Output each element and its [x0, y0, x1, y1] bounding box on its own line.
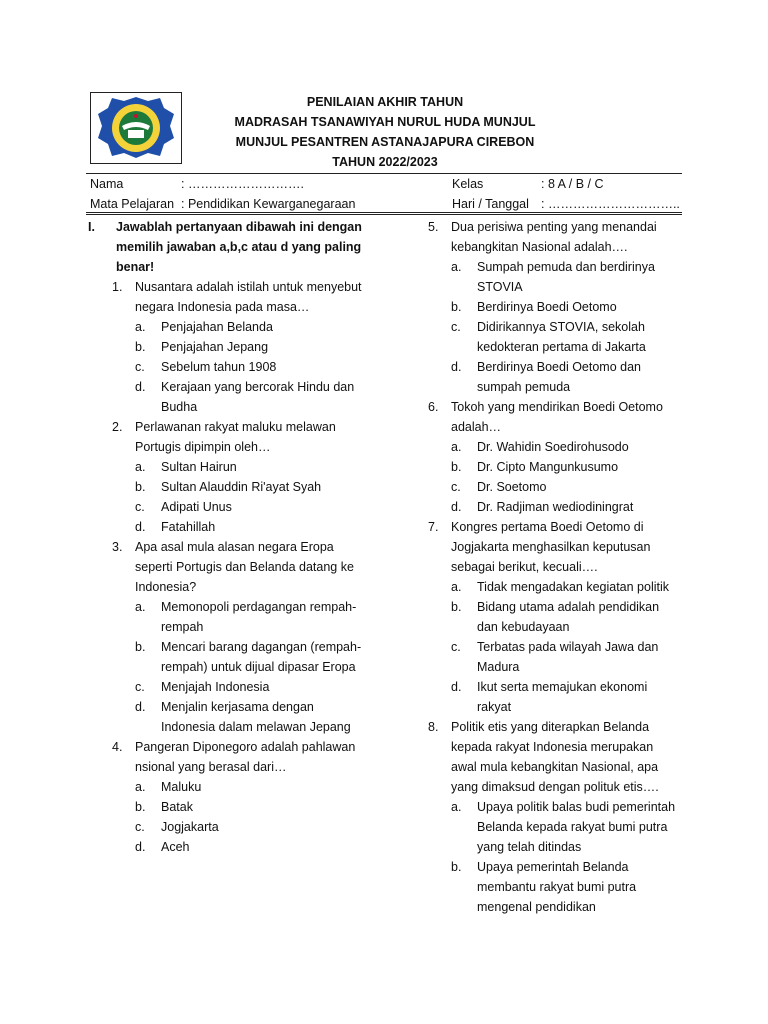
- question-number: 4.: [112, 740, 123, 754]
- option-letter: c.: [135, 680, 145, 694]
- option-text: Sultan Hairun: [161, 460, 237, 474]
- mapel-value: : Pendidikan Kewarganegaraan: [181, 197, 356, 211]
- option-letter: c.: [451, 640, 461, 654]
- option-letter: c.: [135, 820, 145, 834]
- right-column: [420, 217, 680, 917]
- option-text: Dr. Cipto Mangunkusumo: [477, 460, 619, 474]
- hari-value: : …………………………..: [541, 197, 680, 211]
- question-text: Apa asal mula alasan negara Eropa seperti Portugis dan Belanda datang ke Indonesia?: [135, 540, 354, 594]
- option: [420, 297, 680, 317]
- header-line: PENILAIAN AKHIR TAHUN: [306, 95, 464, 109]
- option: [420, 597, 680, 637]
- option-letter: b.: [135, 340, 146, 354]
- question-number: 7.: [428, 520, 439, 534]
- option-text: Berdirinya Boedi Oetomo dan sumpah pemuda: [477, 360, 641, 394]
- option: [88, 797, 368, 817]
- option: [88, 677, 368, 697]
- option-letter: d.: [451, 680, 462, 694]
- option-text: Fatahillah: [161, 520, 216, 534]
- option-letter: d.: [135, 700, 146, 714]
- option-letter: b.: [451, 460, 462, 474]
- kelas-value: : 8 A / B / C: [541, 177, 604, 191]
- question-3: [88, 537, 368, 597]
- option-letter: b.: [451, 300, 462, 314]
- question-number: 8.: [428, 720, 439, 734]
- option-letter: d.: [135, 380, 146, 394]
- option-text: Jogjakarta: [161, 820, 219, 834]
- option-text: Tidak mengadakan kegiatan politik: [477, 580, 670, 594]
- question-text: Perlawanan rakyat maluku melawan Portugis dipimpin oleh…: [135, 420, 336, 454]
- option-text: Upaya pemerintah Belanda membantu rakyat bumi putra mengenal pendidikan: [477, 860, 637, 914]
- option: [420, 317, 680, 357]
- option-letter: a.: [135, 780, 146, 794]
- option: [420, 797, 680, 857]
- option-text: Penjajahan Jepang: [161, 340, 269, 354]
- option: [88, 637, 368, 677]
- option-text: Mencari barang dagangan (rempah-rempah) untuk dijual dipasar Eropa: [161, 640, 362, 674]
- school-logo-icon: [90, 92, 182, 164]
- option-letter: a.: [451, 580, 462, 594]
- option: [88, 337, 368, 357]
- question-text: Nusantara adalah istilah untuk menyebut negara Indonesia pada masa…: [135, 280, 362, 314]
- info-divider: [86, 212, 682, 215]
- option-letter: d.: [135, 840, 146, 854]
- option: [420, 497, 680, 517]
- hari-label: Hari / Tanggal: [452, 197, 529, 211]
- option-text: Menjajah Indonesia: [161, 680, 270, 694]
- option-letter: c.: [135, 360, 145, 374]
- kelas-label: Kelas: [452, 177, 484, 191]
- question-number: 2.: [112, 420, 123, 434]
- option-text: Berdirinya Boedi Oetomo: [477, 300, 617, 314]
- option: [88, 497, 368, 517]
- option-text: Maluku: [161, 780, 202, 794]
- option-letter: b.: [451, 860, 462, 874]
- section-number: I.: [88, 220, 95, 234]
- question-text: Tokoh yang mendirikan Boedi Oetomo adalah…: [451, 400, 663, 434]
- option: [88, 777, 368, 797]
- option-letter: a.: [451, 800, 462, 814]
- section-text: Jawablah pertanyaan dibawah ini dengan memilih jawaban a,b,c atau d yang paling benar!: [116, 220, 362, 274]
- option: [88, 317, 368, 337]
- option-letter: a.: [135, 460, 146, 474]
- question-number: 6.: [428, 400, 439, 414]
- left-column: [88, 217, 368, 857]
- nama-label: Nama: [90, 177, 124, 191]
- option-letter: b.: [135, 800, 146, 814]
- question-text: Dua perisiwa penting yang menandai kebangkitan Nasional adalah….: [451, 220, 657, 254]
- option-text: Adipati Unus: [161, 500, 232, 514]
- option: [420, 357, 680, 397]
- nama-value: : ……………………….: [181, 177, 304, 191]
- exam-header: [200, 92, 570, 172]
- option-letter: c.: [135, 500, 145, 514]
- header-line: MADRASAH TSANAWIYAH NURUL HUDA MUNJUL: [234, 115, 536, 129]
- option-letter: a.: [135, 320, 146, 334]
- mapel-label: Mata Pelajaran: [90, 197, 175, 211]
- option-text: Bidang utama adalah pendidikan dan kebudayaan: [477, 600, 660, 634]
- option-letter: a.: [451, 260, 462, 274]
- option-text: Terbatas pada wilayah Jawa dan Madura: [477, 640, 659, 674]
- option-letter: c.: [451, 480, 461, 494]
- option: [420, 257, 680, 297]
- question-text: Kongres pertama Boedi Oetomo di Jogjakarta menghasilkan keputusan sebagai berikut, kecuali….: [451, 520, 651, 574]
- option: [88, 597, 368, 637]
- option-letter: b.: [135, 640, 146, 654]
- option-text: Dr. Soetomo: [477, 480, 547, 494]
- option: [88, 837, 368, 857]
- option-letter: a.: [451, 440, 462, 454]
- header-line: MUNJUL PESANTREN ASTANAJAPURA CIREBON: [235, 135, 535, 149]
- option: [420, 437, 680, 457]
- option-text: Upaya politik balas budi pemerintah Belanda kepada rakyat bumi putra yang telah ditindas: [477, 800, 676, 854]
- question-1: [88, 277, 368, 317]
- option-text: Batak: [161, 800, 193, 814]
- option-text: Penjajahan Belanda: [161, 320, 273, 334]
- option-text: Sebelum tahun 1908: [161, 360, 277, 374]
- option: [88, 817, 368, 837]
- option-text: Aceh: [161, 840, 190, 854]
- question-number: 3.: [112, 540, 123, 554]
- option-letter: c.: [451, 320, 461, 334]
- option: [88, 517, 368, 537]
- header-line: TAHUN 2022/2023: [332, 155, 438, 169]
- option-text: Menjalin kerjasama dengan Indonesia dalam melawan Jepang: [161, 700, 351, 734]
- option: [88, 477, 368, 497]
- option-text: Kerajaan yang bercorak Hindu dan Budha: [161, 380, 355, 414]
- option: [420, 457, 680, 477]
- option-text: Ikut serta memajukan ekonomi rakyat: [477, 680, 648, 714]
- option-text: Didirikannya STOVIA, sekolah kedokteran pertama di Jakarta: [477, 320, 646, 354]
- option: [420, 677, 680, 717]
- question-text: Pangeran Diponegoro adalah pahlawan nsional yang berasal dari…: [135, 740, 356, 774]
- question-8: [420, 717, 680, 797]
- option: [88, 377, 368, 417]
- option: [88, 357, 368, 377]
- option-letter: b.: [451, 600, 462, 614]
- option-text: Dr. Wahidin Soedirohusodo: [477, 440, 629, 454]
- option-letter: a.: [135, 600, 146, 614]
- question-6: [420, 397, 680, 437]
- section-instruction: [88, 217, 368, 277]
- question-number: 5.: [428, 220, 439, 234]
- option-letter: d.: [451, 360, 462, 374]
- option: [88, 457, 368, 477]
- option-text: Dr. Radjiman wediodiningrat: [477, 500, 634, 514]
- option: [420, 857, 680, 917]
- option: [88, 697, 368, 737]
- option-text: Sumpah pemuda dan berdirinya STOVIA: [477, 260, 655, 294]
- option-text: Memonopoli perdagangan rempah-rempah: [161, 600, 357, 634]
- question-5: [420, 217, 680, 257]
- option: [420, 577, 680, 597]
- option: [420, 637, 680, 677]
- option: [420, 477, 680, 497]
- question-2: [88, 417, 368, 457]
- option-letter: b.: [135, 480, 146, 494]
- question-text: Politik etis yang diterapkan Belanda kepada rakyat Indonesia merupakan awal mula kebangkitan Nasional, apa yang dimaksud dengan polituk etis….: [451, 720, 659, 794]
- question-number: 1.: [112, 280, 123, 294]
- option-text: Sultan Alauddin Ri'ayat Syah: [161, 480, 322, 494]
- question-4: [88, 737, 368, 777]
- option-letter: d.: [451, 500, 462, 514]
- question-7: [420, 517, 680, 577]
- option-letter: d.: [135, 520, 146, 534]
